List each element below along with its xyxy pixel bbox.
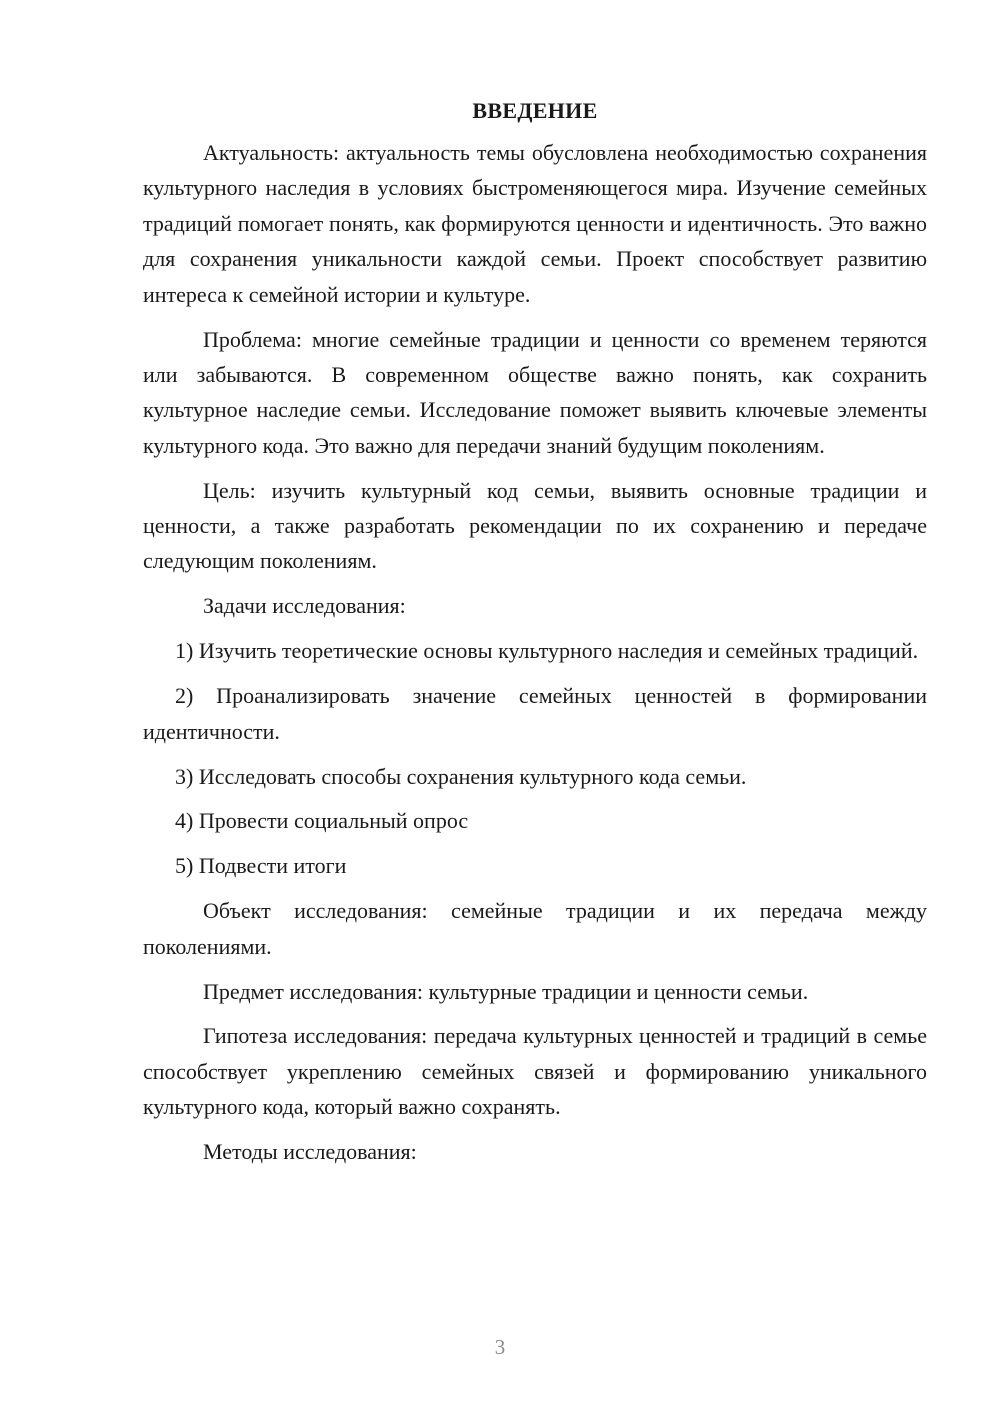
paragraph-relevance: Актуальность: актуальность темы обусловлена необходимостью сохранения культурного наследия в условиях быстроменяющегося мира. Изучение семейных традиций помогает понять, как формируются ценности и идентичность. Это важно для сохранения уникальности каждой семьи. Проект способствует развитию интереса к семейной истории и культуре. [143,140,927,307]
document-page [143,95,927,1179]
task-item: 3) Исследовать способы сохранения культурного кода семьи. [175,763,747,789]
task-item: 2) Проанализировать значение семейных ценностей в формировании идентичности. [143,683,927,744]
task-item: 1) Изучить теоретические основы культурного наследия и семейных традиций. [175,638,919,664]
paragraph-problem: Проблема: многие семейные традиции и ценности со временем теряются или забываются. В современном обществе важно понять, как сохранить культурное наследие семьи. Исследование поможет выявить ключевые элементы культурного кода. Это важно для передачи знаний будущим поколениям. [143,326,927,458]
task-item: 5) Подвести итоги [175,853,347,879]
tasks-list [143,633,927,883]
paragraph-hypothesis: Гипотеза исследования: передача культурных ценностей и традиций в семье способствует укреплению семейных связей и формированию уникального культурного кода, который важно сохранять. [143,1023,927,1120]
paragraph-subject: Предмет исследования: культурные традиции и ценности семьи. [203,978,809,1004]
methods-title: Методы исследования: [203,1139,417,1165]
paragraph-goal: Цель: изучить культурный код семьи, выявить основные традиции и ценности, а также разработать рекомендации по их сохранению и передаче следующим поколениям. [143,477,927,574]
task-item: 4) Провести социальный опрос [175,808,469,834]
paragraph-object: Объект исследования: семейные традиции и их передача между поколениями. [143,898,927,959]
tasks-title: Задачи исследования: [203,593,406,619]
page-number: 3 [494,1335,506,1359]
page-heading: ВВЕДЕНИЕ [472,98,598,123]
